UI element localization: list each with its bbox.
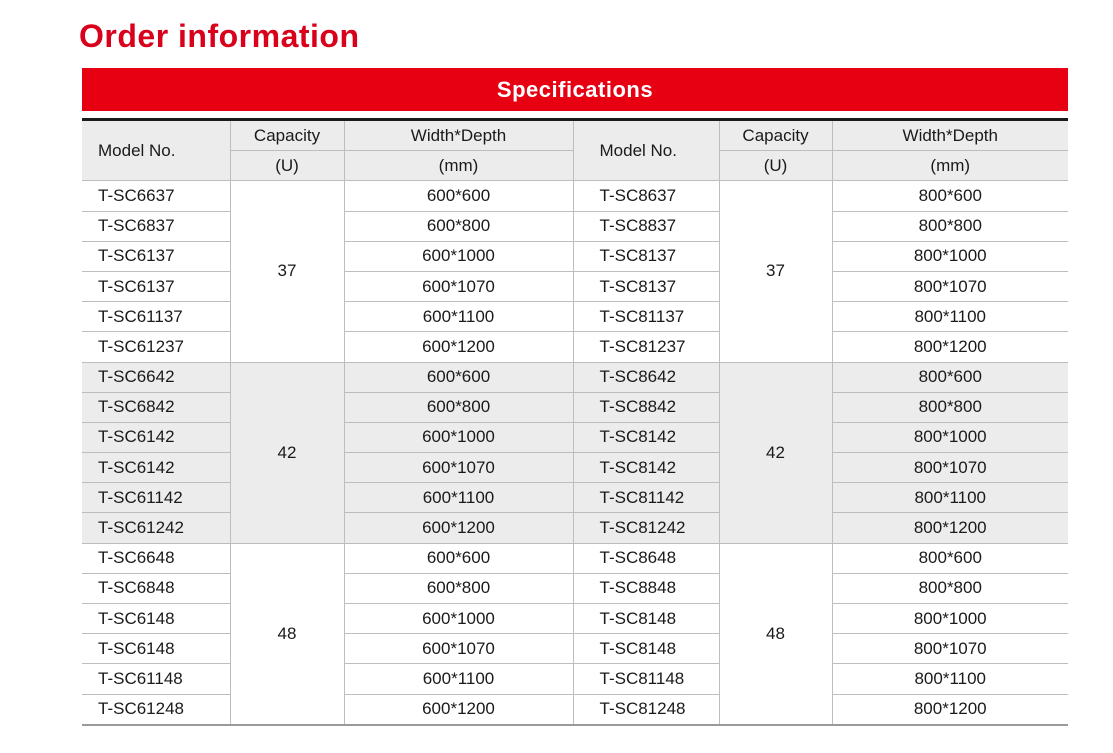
table-row [82,392,1068,422]
table-row [82,422,1068,452]
dims-cell-right: 800*1000 [832,241,1068,271]
dims-cell-left: 600*600 [344,362,573,392]
dims-cell-right: 800*1070 [832,634,1068,664]
model-cell-right: T-SC8648 [573,543,719,573]
table-row [82,332,1068,362]
table-row [82,483,1068,513]
model-cell-left: T-SC61142 [82,483,230,513]
model-cell-left: T-SC61237 [82,332,230,362]
model-cell-left: T-SC6837 [82,211,230,241]
column-header-model-right: Model No. [573,121,719,181]
capacity-cell-left: 42 [230,362,344,543]
dims-cell-right: 800*600 [832,543,1068,573]
table-row [82,634,1068,664]
model-cell-right: T-SC8148 [573,604,719,634]
table-row [82,453,1068,483]
model-cell-right: T-SC81237 [573,332,719,362]
dims-cell-left: 600*600 [344,543,573,573]
column-unit-dims-right: (mm) [832,151,1068,181]
dims-cell-left: 600*1200 [344,694,573,725]
dims-cell-right: 800*800 [832,573,1068,603]
column-header-model-left: Model No. [82,121,230,181]
dims-cell-left: 600*1070 [344,453,573,483]
table-row [82,241,1068,271]
dims-cell-left: 600*800 [344,573,573,603]
model-cell-left: T-SC6148 [82,604,230,634]
model-cell-right: T-SC8642 [573,362,719,392]
model-cell-right: T-SC8837 [573,211,719,241]
dims-cell-right: 800*600 [832,362,1068,392]
dims-cell-right: 800*1200 [832,513,1068,543]
column-header-dims-right: Width*Depth [832,121,1068,151]
dims-cell-right: 800*800 [832,392,1068,422]
dims-cell-left: 600*1200 [344,332,573,362]
model-cell-left: T-SC6148 [82,634,230,664]
dims-cell-right: 800*1100 [832,302,1068,332]
dims-cell-right: 800*1070 [832,271,1068,301]
model-cell-right: T-SC81137 [573,302,719,332]
model-cell-right: T-SC81248 [573,694,719,725]
column-unit-capacity-left: (U) [230,151,344,181]
model-cell-left: T-SC6848 [82,573,230,603]
model-cell-right: T-SC8137 [573,271,719,301]
table-row [82,513,1068,543]
model-cell-right: T-SC81148 [573,664,719,694]
model-cell-left: T-SC61248 [82,694,230,725]
capacity-cell-right: 37 [719,181,832,362]
model-cell-right: T-SC81142 [573,483,719,513]
model-cell-left: T-SC61242 [82,513,230,543]
model-cell-left: T-SC6642 [82,362,230,392]
dims-cell-left: 600*1200 [344,513,573,543]
model-cell-right: T-SC8842 [573,392,719,422]
dims-cell-right: 800*1000 [832,422,1068,452]
dims-cell-left: 600*1100 [344,302,573,332]
column-unit-capacity-right: (U) [719,151,832,181]
specifications-table [82,121,1068,726]
dims-cell-left: 600*1000 [344,422,573,452]
dims-cell-left: 600*1100 [344,664,573,694]
table-row [82,543,1068,573]
table-row [82,573,1068,603]
dims-cell-left: 600*1000 [344,604,573,634]
model-cell-left: T-SC6842 [82,392,230,422]
dims-cell-right: 800*1100 [832,664,1068,694]
model-cell-right: T-SC8637 [573,181,719,211]
specifications-banner: Specifications [82,68,1068,111]
model-cell-left: T-SC6142 [82,422,230,452]
dims-cell-right: 800*1100 [832,483,1068,513]
dims-cell-left: 600*1070 [344,271,573,301]
model-cell-right: T-SC8142 [573,453,719,483]
model-cell-left: T-SC6137 [82,241,230,271]
table-row [82,664,1068,694]
capacity-cell-left: 48 [230,543,344,725]
dims-cell-right: 800*600 [832,181,1068,211]
model-cell-right: T-SC8137 [573,241,719,271]
model-cell-left: T-SC61148 [82,664,230,694]
model-cell-left: T-SC6142 [82,453,230,483]
model-cell-right: T-SC81242 [573,513,719,543]
column-header-capacity-left: Capacity [230,121,344,151]
table-row [82,211,1068,241]
dims-cell-right: 800*1200 [832,332,1068,362]
dims-cell-right: 800*1070 [832,453,1068,483]
model-cell-left: T-SC6137 [82,271,230,301]
dims-cell-left: 600*800 [344,392,573,422]
column-header-dims-left: Width*Depth [344,121,573,151]
dims-cell-left: 600*1000 [344,241,573,271]
table-row [82,302,1068,332]
dims-cell-left: 600*600 [344,181,573,211]
table-row [82,604,1068,634]
dims-cell-right: 800*800 [832,211,1068,241]
dims-cell-right: 800*1000 [832,604,1068,634]
table-row [82,271,1068,301]
column-header-capacity-right: Capacity [719,121,832,151]
dims-cell-right: 800*1200 [832,694,1068,725]
model-cell-right: T-SC8148 [573,634,719,664]
capacity-cell-right: 42 [719,362,832,543]
table-row [82,362,1068,392]
capacity-cell-right: 48 [719,543,832,725]
page-title: Order information [79,18,360,54]
table-row [82,694,1068,725]
model-cell-left: T-SC61137 [82,302,230,332]
model-cell-left: T-SC6648 [82,543,230,573]
capacity-cell-left: 37 [230,181,344,362]
model-cell-right: T-SC8848 [573,573,719,603]
model-cell-left: T-SC6637 [82,181,230,211]
table-header-row [82,121,1068,151]
table-row [82,181,1068,211]
dims-cell-left: 600*1100 [344,483,573,513]
column-unit-dims-left: (mm) [344,151,573,181]
dims-cell-left: 600*1070 [344,634,573,664]
model-cell-right: T-SC8142 [573,422,719,452]
dims-cell-left: 600*800 [344,211,573,241]
